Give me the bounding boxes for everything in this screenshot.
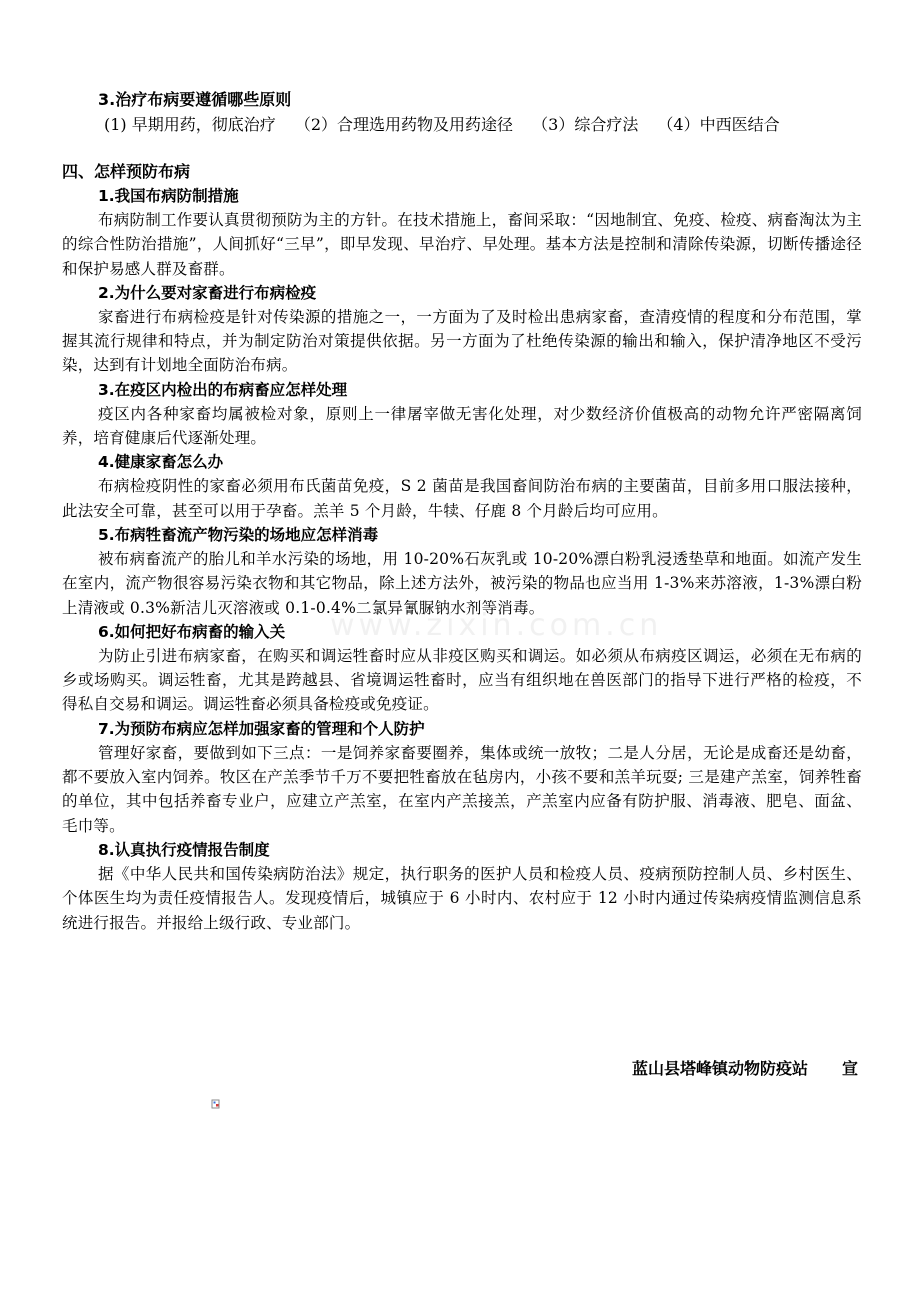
subsection-title: 6.如何把好布病畜的输入关 bbox=[98, 622, 286, 641]
prevention-item bbox=[62, 717, 862, 838]
subsection-body: 布病检疫阴性的家畜必须用布氏菌苗免疫，S 2 菌苗是我国畜间防治布病的主要菌苗，目前多用口服法接种，此法安全可靠，甚至可以用于孕畜。羔羊 5 个月龄，牛犊、仔鹿 8 个月龄后均可应用。 bbox=[62, 477, 862, 520]
signature bbox=[632, 1058, 858, 1080]
section-title-prevention: 四、怎样预防布病 bbox=[62, 162, 191, 181]
prevention-item bbox=[62, 838, 862, 935]
prevention-item bbox=[62, 523, 862, 620]
subsection-title: 1.我国布病防制措施 bbox=[98, 187, 239, 205]
subsection-title: 7.为预防布病应怎样加强家畜的管理和个人防护 bbox=[98, 719, 425, 738]
subsection-body: 为防止引进布病家畜，在购买和调运牲畜时应从非疫区购买和调运。如必须从布病疫区调运，必须在无布病的乡或场购买。调运牲畜，尤其是跨越县、省境调运牲畜时，应当有组织地在兽医部门的指导下进行严格的检疫，不得私自交易和调运。调运牲畜必须具备检疫或免疫证。 bbox=[62, 646, 862, 714]
document-body bbox=[62, 88, 862, 935]
subsection-title: 8.认真执行疫情报告制度 bbox=[98, 840, 270, 859]
signature-suffix: 宣 bbox=[841, 1059, 858, 1078]
subsection-body: 布病防制工作要认真贯彻预防为主的方针。在技术措施上，畜间采取：“因地制宜、免疫、检疫、病畜淘汰为主的综合性防治措施”，人间抓好“三早”，即早发现、早治疗、早处理。基本方法是控制和清除传染源，切断传播途径和保护易感人群及畜群。 bbox=[62, 211, 862, 278]
subsection-body: 被布病畜流产的胎儿和羊水污染的场地，用 10-20%石灰乳或 10-20%漂白粉乳浸透垫草和地面。如流产发生在室内，流产物很容易污染衣物和其它物品，除上述方法外，被污染的物品也应当用 1-3%来苏溶液，1-3%漂白粉上清液或 0.3%新洁儿灭溶液或 0.1-0.4%二氯异氰脲钠水剂等消毒。 bbox=[62, 549, 862, 617]
subsection-body: 疫区内各种家畜均属被检对象，原则上一律屠宰做无害化处理，对少数经济价值极高的动物允许严密隔离饲养，培育健康后代逐渐处理。 bbox=[62, 404, 862, 448]
subsection-body: 管理好家畜，要做到如下三点：一是饲养家畜要圈养，集体或统一放牧；二是人分居，无论是成畜还是幼畜，都不要放入室内饲养。牧区在产羔季节千万不要把牲畜放在毡房内，小孩不要和羔羊玩耍; 三是建产羔室，饲养牲畜的单位，其中包括养畜专业户，应建立产羔室，在室内产羔接羔，产羔室内应备有防护服、消毒液、肥皂、面盆、毛巾等。 bbox=[62, 743, 862, 835]
treatment-principles bbox=[62, 112, 862, 138]
prevention-item bbox=[62, 184, 862, 281]
prevention-item bbox=[62, 378, 862, 451]
prevention-item bbox=[62, 620, 862, 717]
treatment-heading: 3.治疗布病要遵循哪些原则 bbox=[98, 90, 292, 109]
subsection-title: 2.为什么要对家畜进行布病检疫 bbox=[98, 283, 317, 302]
broken-image-icon bbox=[211, 1099, 221, 1109]
principle-item: （3）综合疗法 bbox=[532, 115, 639, 134]
principle-item: (1) 早期用药，彻底治疗 bbox=[104, 115, 276, 134]
subsection-body: 据《中华人民共和国传染病防治法》规定，执行职务的医护人员和检疫人员、疫病预防控制人员、乡村医生、个体医生均为责任疫情报告人。发现疫情后，城镇应于 6 小时内、农村应于 12 小时内通过传染病疫情监测信息系统进行报告。并报给上级行政、专业部门。 bbox=[62, 864, 862, 932]
subsection-title: 5.布病牲畜流产物污染的场地应怎样消毒 bbox=[98, 525, 379, 544]
prevention-item bbox=[62, 450, 862, 523]
watermark: www.zixin.com.cn bbox=[330, 608, 663, 643]
subsection-title: 3.在疫区内检出的布病畜应怎样处理 bbox=[98, 380, 348, 399]
subsection-body: 家畜进行布病检疫是针对传染源的措施之一，一方面为了及时检出患病家畜，查清疫情的程度和分布范围，掌握其流行规律和特点，并为制定防治对策提供依据。另一方面为了杜绝传染源的输出和输入，保护清净地区不受污染，达到有计划地全面防治布病。 bbox=[62, 307, 862, 375]
prevention-item bbox=[62, 281, 862, 378]
signature-organization: 蓝山县塔峰镇动物防疫站 bbox=[631, 1059, 808, 1078]
subsection-title: 4.健康家畜怎么办 bbox=[98, 453, 224, 472]
principle-item: （4）中西医结合 bbox=[657, 115, 780, 134]
principle-item: （2）合理选用药物及用药途径 bbox=[294, 115, 514, 134]
